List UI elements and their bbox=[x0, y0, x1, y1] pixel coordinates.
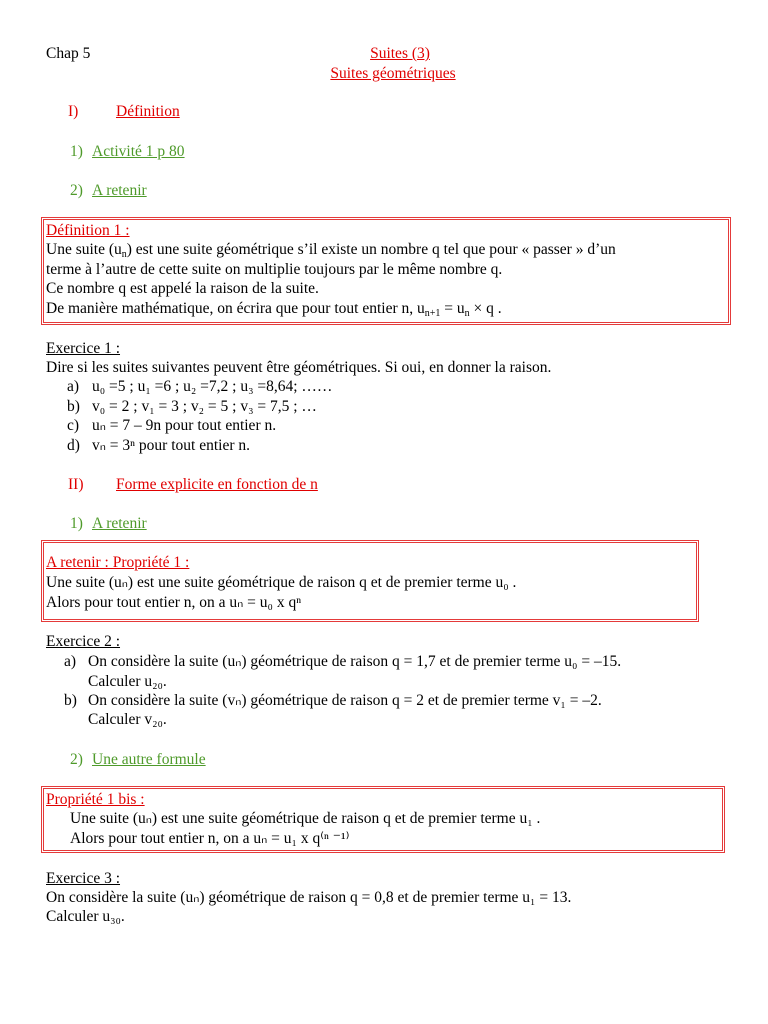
exercise-2-b-calc: Calculer v₂₀. bbox=[88, 711, 167, 728]
section-2-item-2-label: Une autre formule bbox=[92, 751, 206, 768]
section-1-item-1-label: Activité 1 p 80 bbox=[92, 143, 185, 160]
chapter-label: Chap 5 bbox=[46, 45, 91, 62]
exercise-1-c-text: uₙ = 7 – 9n pour tout entier n. bbox=[92, 417, 277, 434]
exercise-3-line-2: Calculer u₃₀. bbox=[46, 908, 125, 925]
exercise-3-heading: Exercice 3 : bbox=[46, 870, 121, 887]
exercise-2-b-label: b) bbox=[64, 692, 77, 709]
exercise-3-line-1: On considère la suite (uₙ) géométrique de raison q = 0,8 et de premier terme u₁ = 13. bbox=[46, 889, 572, 906]
exercise-1-b-text: v₀ = 2 ; v₁ = 3 ; v₂ = 5 ; v₃ = 7,5 ; … bbox=[92, 398, 317, 415]
exercise-2-heading: Exercice 2 : bbox=[46, 633, 121, 650]
definition-1-line-4: De manière mathématique, on écrira que pour tout entier n, $u_{n+1} = u_n \times q$ . bbox=[46, 300, 502, 319]
exercise-2-b-text: On considère la suite (vₙ) géométrique de raison q = 2 et de premier terme v₁ = –2. bbox=[88, 692, 602, 709]
exercise-1-b-label: b) bbox=[67, 398, 80, 415]
section-2-number: II) bbox=[68, 476, 84, 493]
exercise-1-d-text: vₙ = 3ⁿ pour tout entier n. bbox=[92, 437, 250, 454]
section-1-title: Définition bbox=[116, 103, 180, 120]
property-1-heading: A retenir : Propriété 1 : bbox=[46, 554, 190, 571]
section-1-item-1-number: 1) bbox=[70, 143, 83, 160]
exercise-2-a-calc: Calculer u₂₀. bbox=[88, 673, 167, 690]
section-1-number: I) bbox=[68, 103, 79, 120]
property-1-bis-line-2: Alors pour tout entier n, on a uₙ = u₁ x q⁽ⁿ ⁻¹⁾ bbox=[70, 830, 350, 847]
property-1-bis-line-1: Une suite (uₙ) est une suite géométrique de raison q et de premier terme u₁ . bbox=[70, 810, 541, 827]
exercise-1-d-label: d) bbox=[67, 437, 80, 454]
definition-1-heading: Définition 1 : bbox=[46, 222, 130, 239]
section-2-item-1-number: 1) bbox=[70, 515, 83, 532]
exercise-2-a-label: a) bbox=[64, 653, 77, 670]
property-1-bis-heading: Propriété 1 bis : bbox=[46, 791, 145, 808]
section-1-item-2-number: 2) bbox=[70, 182, 83, 199]
definition-1-line-1: Une suite $(u_n)$ est une suite géométrique s’il existe un nombre q tel que pour « passer » d’un bbox=[46, 241, 616, 260]
exercise-1-heading: Exercice 1 : bbox=[46, 340, 121, 357]
section-2-item-2-number: 2) bbox=[70, 751, 83, 768]
property-1-line-2: Alors pour tout entier n, on a uₙ = u₀ x qⁿ bbox=[46, 594, 302, 611]
definition-1-line-2: terme à l’autre de cette suite on multiplie toujours par le même nombre q. bbox=[46, 261, 503, 278]
exercise-2-a-text: On considère la suite (uₙ) géométrique de raison q = 1,7 et de premier terme u₀ = –15. bbox=[88, 653, 622, 670]
property-1-line-1: Une suite (uₙ) est une suite géométrique de raison q et de premier terme u₀ . bbox=[46, 574, 517, 591]
exercise-1-a-label: a) bbox=[67, 378, 80, 395]
section-1-item-2-label: A retenir bbox=[92, 182, 147, 199]
section-2-title: Forme explicite en fonction de n bbox=[116, 476, 318, 493]
exercise-1-intro: Dire si les suites suivantes peuvent être géométriques. Si oui, en donner la raison. bbox=[46, 359, 552, 376]
definition-1-line-3: Ce nombre q est appelé la raison de la suite. bbox=[46, 280, 319, 297]
section-2-item-1-label: A retenir bbox=[92, 515, 147, 532]
document-subtitle: Suites géométriques bbox=[330, 65, 456, 82]
exercise-1-c-label: c) bbox=[67, 417, 80, 434]
document-title: Suites (3) bbox=[370, 45, 430, 62]
exercise-1-a-text: u₀ =5 ; u₁ =6 ; u₂ =7,2 ; u₃ =8,64; …… bbox=[92, 378, 333, 395]
